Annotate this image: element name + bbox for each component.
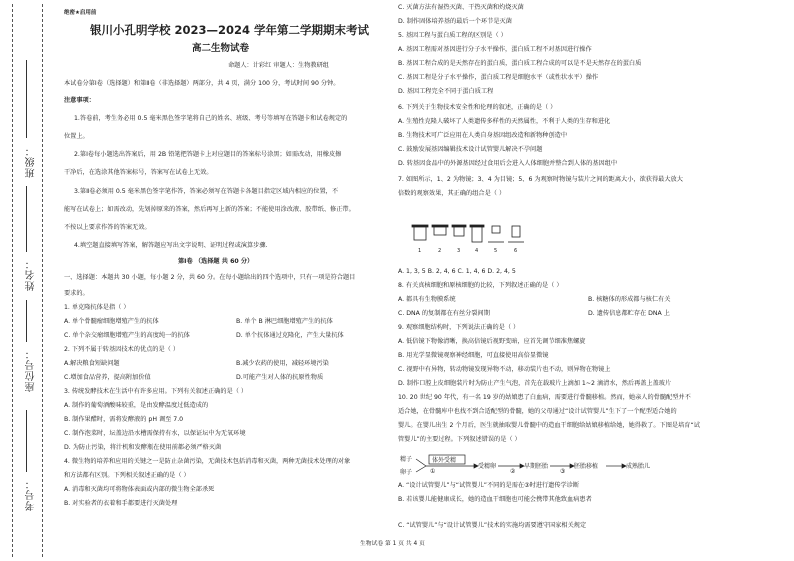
q9-stem: 9. 观察细胞结构时，下列说法正确的是（ ） xyxy=(398,324,520,331)
q6-option-b: B. 生物技术可广泛应用在人类自身基因组改造和新物种创造中 xyxy=(398,132,568,139)
binding-dashed-line xyxy=(12,4,13,557)
lens-label-5: 5 xyxy=(494,248,498,254)
binding-dashed-line-inner xyxy=(42,4,43,557)
q8-option-d: D. 遗传信息都贮存在 DNA 上 xyxy=(588,310,670,317)
q9-option-d: D. 制作口腔上皮细胞装片时为防止产生气泡，首先在载玻片上滴加 1~2 滴清水，然后再盖上盖玻片 xyxy=(398,380,672,387)
q7-stem-b: 倍数的观察效果，其正确的组合是（ ） xyxy=(398,190,506,197)
notice-3b: 能写在试卷上；如需改动，先划掉原来的答案，然后再写上新的答案；不能使用涂改液、胶带纸、修正带。 xyxy=(64,206,355,213)
q5-option-c: C. 基因工程是分子水平操作，蛋白质工程是细胞水平（或性状水平）操作 xyxy=(398,74,599,81)
exam-subtitle: 高二生物试卷 xyxy=(192,43,250,54)
q5-option-b: B. 基因工程合成的是天然存在的蛋白质，蛋白质工程合成的可以是不是天然存在的蛋白质 xyxy=(398,60,642,67)
section1-b: 要求的。 xyxy=(64,290,89,297)
q4-stem-b: 和方法都有区别。下列相关叙述正确的是（ ） xyxy=(64,472,190,479)
lens-1-shape xyxy=(414,226,426,240)
flow-node-zygote: 受精卵 xyxy=(478,463,497,470)
lens-label-3: 3 xyxy=(457,248,461,254)
q8-stem: 8. 有关真核细胞和原核细胞的比较，下列叙述正确的是（ ） xyxy=(398,282,563,289)
lens-label-6: 6 xyxy=(514,248,518,254)
notice-4: 4.填空题直接填写答案，解答题应写出文字说明、证明过程或演算步骤. xyxy=(74,242,268,249)
exam-no-label: 考号： xyxy=(26,478,37,511)
q9-option-b: B. 用光学显微镜观察神经细胞，可直接使用高倍显微镜 xyxy=(398,352,549,359)
flow-node-egg: 卵子 xyxy=(400,469,413,476)
flow-node-transfer: 胚胎移植 xyxy=(574,463,599,470)
flow-node-sperm: 精子 xyxy=(400,456,413,463)
lens-5-objective xyxy=(492,226,500,233)
part1-title: 第Ⅰ卷 （选择题 共 60 分） xyxy=(178,258,254,265)
notice-2b: 干净后，在选涂其他答案标号，答案写在试卷上无效。 xyxy=(64,169,213,176)
lens-label-2: 2 xyxy=(438,248,442,254)
class-label: 班级： xyxy=(26,145,37,178)
notice-1a: 1.答卷前，考生务必用 0.5 毫米黑色签字笔将自己的姓名、班级、考号等填写在答题卡和试卷规定的 xyxy=(74,115,348,122)
lens-4-shape xyxy=(472,226,482,242)
q9-option-c: C. 视野中有异物，转动物镜发现异物不动，移动装片也不动，则异物在物镜上 xyxy=(398,366,611,373)
q1-stem: 1. 单克隆抗体是指（ ） xyxy=(64,304,130,311)
flow-mark-2: ② xyxy=(510,468,516,475)
secret-mark: 绝密★启用前 xyxy=(64,10,97,16)
flow-mark-3: ③ xyxy=(560,468,566,475)
seat-blank[interactable] xyxy=(26,300,27,342)
lens-2-cap xyxy=(432,225,448,227)
q1-option-c: C. 单个杂交瘤细胞增殖产生的高度纯一的抗体 xyxy=(64,332,190,339)
q8-option-b: B. 核糖体的形成都与核仁有关 xyxy=(588,296,671,303)
q3-option-d: D. 为防止污染，将汁机和发酵瓶在使用前都必须严格灭菌 xyxy=(64,444,222,451)
q1-option-d: D. 单个抗体通过克隆化，产生大量抗体 xyxy=(236,332,344,339)
q3-option-b: B. 制作果醋时，需将发酵液的 pH 调至 7.0 xyxy=(64,416,184,423)
lens-1-cap xyxy=(412,225,428,227)
q1-option-b: B. 单个 B 淋巴细胞增殖产生的抗体 xyxy=(236,318,333,325)
q2-option-d: D.可能产生对人体的抗原性物质 xyxy=(236,374,324,381)
q8-option-c: C. DNA 的复制都在有丝分裂间期 xyxy=(398,310,490,317)
notice-2a: 2.第Ⅰ卷每小题选出答案后，用 2B 铅笔把答题卡上对应题目的答案标号涂黑；如需改动，用橡皮擦 xyxy=(74,151,342,158)
name-label: 姓名： xyxy=(26,258,37,291)
lens-label-4: 4 xyxy=(475,248,479,254)
notice-title: 注意事项： xyxy=(64,97,95,104)
q10-option-c: C. “试管婴儿”与“设计试管婴儿”技术的实施均需要遵守国家相关规定 xyxy=(398,522,587,529)
q6-option-c: C. 鼓励发展基因编辑技术设计试管婴儿解决不孕问题 xyxy=(398,146,543,153)
lens-figure xyxy=(410,222,530,262)
q4-option-b: B. 对实验者的衣着和手都要进行灭菌处理 xyxy=(64,500,178,507)
flow-arrow-egg xyxy=(416,466,426,472)
q9-option-a: A. 低倍镜下物像清晰，换高倍镜后视野变暗，应首先调节细准焦螺旋 xyxy=(398,338,586,345)
q10-option-a: A. “设计试管婴儿”与“试管婴儿”不同的是需在③时进行遗传学诊断 xyxy=(398,482,580,489)
q10-stem-c: 婴儿。在婴儿出生 2 个月后，医生就抽取婴儿骨髓中的造血干细胞给姑娘移植给她，她得救了。下图是培育“试 xyxy=(398,422,700,429)
q3-option-a: A. 制作的葡萄酒酸味较重，是由发酵温度过低造成的 xyxy=(64,402,209,409)
page-footer: 生物试卷 第 1 页 共 4 页 xyxy=(360,541,425,547)
q8-option-a: A. 都具有生物膜系统 xyxy=(398,296,456,303)
q3-option-c: C. 制作泡菜时，坛盖边沿水槽需保持有水，以保证坛中为无氧环境 xyxy=(64,430,246,437)
name-blank[interactable] xyxy=(26,186,27,252)
q5-stem: 5. 基因工程与蛋白质工程的区别是（ ） xyxy=(398,32,507,39)
section1-a: 一、选择题：本题共 30 小题，每小题 2 分，共 60 分。在每小题给出的四个选项中，只有一项是符合题目 xyxy=(64,274,356,281)
flow-node-embryo: 早期胚胎 xyxy=(524,463,549,470)
q10-option-b: B. 若该婴儿能健康成长，她的造血干细胞也可能会携带其他致血病患者 xyxy=(398,496,592,503)
q10-stem-d: 管婴儿”的主要过程。下列叙述错误的是（ ） xyxy=(398,436,521,443)
flow-mark-1: ① xyxy=(430,468,436,475)
authors: 命题人：计彩红 审题人：生物教研组 xyxy=(228,62,329,69)
flow-node-fetus: 成熟胎儿 xyxy=(626,463,651,470)
flow-node-ivf: 体外受精 xyxy=(432,457,457,464)
q2-option-b: B.减少农药的使用，减轻环境污染 xyxy=(236,360,329,367)
q5-option-d: D. 基因工程完全不同于蛋白质工程 xyxy=(398,88,494,95)
q2-option-c: C.增加食品营养，提高附加价值 xyxy=(64,374,151,381)
q4-option-c: C. 灭菌方法有湿热灭菌、干热灭菌和灼烧灭菌 xyxy=(398,4,524,11)
q7-stem-a: 7. 如图所示，1、2 为物镜；3、4 为目镜；5、6 为观察时物镜与装片之间的距离大小，欲获得最大放大 xyxy=(398,176,683,183)
notice-3a: 3.第Ⅱ卷必须用 0.5 毫米黑色签字笔作答，答案必须写在答题卡各题目指定区域内相应的位置，不 xyxy=(74,188,339,195)
q4-option-a: A. 消毒和灭菌均可将物体表面或内部的微生物全部杀死 xyxy=(64,486,215,493)
notice-3c: 不按以上要求作答的答案无效。 xyxy=(64,224,151,231)
class-blank[interactable] xyxy=(26,60,27,138)
q1-option-a: A. 单个骨髓瘤细胞增殖产生的抗体 xyxy=(64,318,159,325)
exam-title: 银川小孔明学校 2023—2024 学年第二学期期末考试 xyxy=(90,23,370,37)
q6-stem: 6. 下列关于生物技术安全性和伦理的叙述，正确的是（ ） xyxy=(398,104,557,111)
notice-1b: 位置上。 xyxy=(64,133,89,140)
exam-no-blank[interactable] xyxy=(26,410,27,472)
q6-option-d: D. 转基因食品中的外源基因经过食用后会进入人体细胞并整合到人体的基因组中 xyxy=(398,160,618,167)
q10-stem-a: 10. 20 世纪 90 年代，有一名 19 岁的姑娘患了白血病，需要进行骨髓移植。然而，她亲人的骨髓配型并不 xyxy=(398,394,691,401)
q3-stem: 3. 传统发酵技术在生活中有许多应用。下列有关叙述正确的是（ ） xyxy=(64,388,248,395)
q2-stem: 2. 下列不属于转基因技术的优点的是（ ） xyxy=(64,346,180,353)
q6-option-a: A. 生殖性克隆人破坏了人类遗传多样性的天然属性，不利于人类的生存和进化 xyxy=(398,118,611,125)
q4-stem-a: 4. 微生物的培养和应用的关键之一是防止杂菌污染，无菌技术包括消毒和灭菌，两种无菌技术处理的对象 xyxy=(64,458,351,465)
q5-option-a: A. 基因工程需对基因进行分子水平操作，蛋白质工程不对基因进行操作 xyxy=(398,46,592,53)
flow-arrow-sperm xyxy=(416,459,426,466)
ivf-flow-diagram xyxy=(398,452,698,478)
lens-4-cap xyxy=(470,225,484,227)
lens-3-cap xyxy=(452,225,466,227)
lens-3-shape xyxy=(454,226,464,236)
lens-label-1: 1 xyxy=(418,248,422,254)
q4-option-d: D. 制作固体培养基的最后一个环节是灭菌 xyxy=(398,18,512,25)
q10-stem-b: 适合她，在骨髓库中也找不到合适配型的骨髓，她的父母通过“设计试管婴儿”生下了一个配型适合她的 xyxy=(398,408,677,415)
lens-6-objective xyxy=(512,226,520,237)
intro: 本试卷分第Ⅰ卷（选择题）和第Ⅱ卷（非选择题）两部分，共 4 页，满分 100 分，考试时间 90 分钟。 xyxy=(64,80,340,87)
q7-options: A. 1, 3, 5 B. 2, 4, 6 C. 1, 4, 6 D. 2, 4, 5 xyxy=(398,268,516,275)
seat-label: 座位号： xyxy=(26,348,37,392)
binding-strip xyxy=(0,0,52,561)
q2-option-a: A.解决粮食短缺问题 xyxy=(64,360,120,367)
